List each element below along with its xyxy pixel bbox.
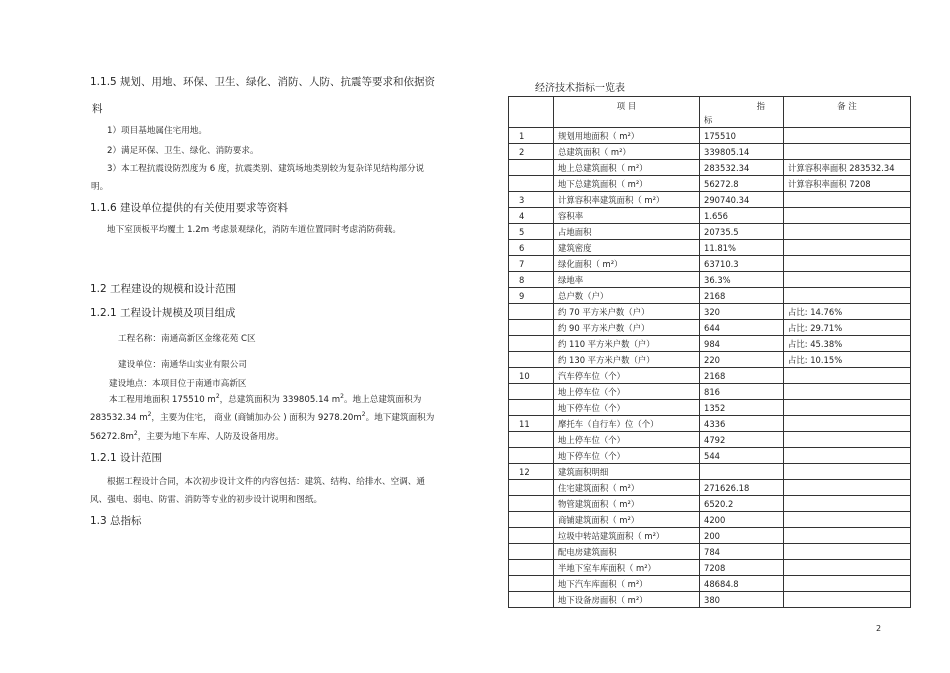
row-note — [784, 544, 911, 560]
row-value: 7208 — [700, 560, 784, 576]
row-item: 容积率 — [554, 208, 700, 224]
table-row — [509, 336, 911, 352]
table-row — [509, 192, 911, 208]
table-row — [509, 576, 911, 592]
section-1-1-5-title-cont: 料 — [92, 103, 103, 115]
row-value: 320 — [700, 304, 784, 320]
row-number — [509, 352, 554, 368]
row-value: 200 — [700, 528, 784, 544]
row-value: 644 — [700, 320, 784, 336]
row-note — [784, 464, 911, 480]
row-number — [509, 160, 554, 176]
table-header-row — [509, 97, 911, 128]
row-item: 占地面积 — [554, 224, 700, 240]
section-1-1-6-text: 地下室顶板平均覆土 1.2m 考虑景观绿化，消防车道位置同时考虑消防荷载。 — [107, 225, 401, 235]
row-item: 总建筑面积（ m²） — [554, 144, 700, 160]
row-item: 地下总建筑面积（ m²） — [554, 176, 700, 192]
row-item: 计算容积率建筑面积（ m²） — [554, 192, 700, 208]
table-row — [509, 320, 911, 336]
row-note — [784, 128, 911, 144]
requirement-item-1: 1）项目基地属住宅用地。 — [107, 126, 207, 136]
table-row — [509, 256, 911, 272]
row-value: 2168 — [700, 368, 784, 384]
table-row — [509, 288, 911, 304]
row-number — [509, 576, 554, 592]
area-line-2: 283532.34 $m^2$，主要为住宅， 商业 (商铺加办公 ) 面积为 $9278.20m^2$。地下建筑面积为 — [90, 411, 435, 423]
table-row — [509, 464, 911, 480]
table-row — [509, 592, 911, 608]
row-note — [784, 208, 911, 224]
row-value: 339805.14 — [700, 144, 784, 160]
row-item: 物管建筑面积（ m²） — [554, 496, 700, 512]
row-note — [784, 448, 911, 464]
row-number — [509, 448, 554, 464]
table-row — [509, 352, 911, 368]
row-number: 12 — [509, 464, 554, 480]
row-number — [509, 384, 554, 400]
row-number — [509, 432, 554, 448]
row-value: 4792 — [700, 432, 784, 448]
row-value: 290740.34 — [700, 192, 784, 208]
row-item: 建筑面积明细 — [554, 464, 700, 480]
section-1-1-5-title: 1.1.5 规划、用地、环保、卫生、绿化、消防、人防、抗震等要求和依据资 — [90, 76, 436, 88]
table-row — [509, 528, 911, 544]
row-value: 271626.18 — [700, 480, 784, 496]
table-row — [509, 512, 911, 528]
row-number — [509, 336, 554, 352]
row-note — [784, 512, 911, 528]
row-item: 绿地率 — [554, 272, 700, 288]
table-row — [509, 560, 911, 576]
row-value: 4200 — [700, 512, 784, 528]
row-number — [509, 528, 554, 544]
table-row — [509, 480, 911, 496]
row-note — [784, 592, 911, 608]
design-scope-line-2: 风、强电、弱电、防雷、消防等专业的初步设计说明和图纸。 — [90, 495, 323, 505]
table-row — [509, 400, 911, 416]
row-item: 约 90 平方米户数（户） — [554, 320, 700, 336]
row-number — [509, 400, 554, 416]
row-note — [784, 496, 911, 512]
row-number: 1 — [509, 128, 554, 144]
row-number: 7 — [509, 256, 554, 272]
row-item: 地下停车位（个） — [554, 448, 700, 464]
row-item: 总户数（户） — [554, 288, 700, 304]
row-item: 住宅建筑面积（ m²） — [554, 480, 700, 496]
table-row — [509, 448, 911, 464]
row-value: 220 — [700, 352, 784, 368]
requirement-item-3: 3）本工程抗震设防烈度为 6 度，抗震类别、建筑场地类别较为复杂详见结构部分说 — [107, 164, 425, 174]
row-value: 784 — [700, 544, 784, 560]
row-number: 5 — [509, 224, 554, 240]
table-row — [509, 272, 911, 288]
row-note — [784, 528, 911, 544]
row-note — [784, 400, 911, 416]
section-1-3-title: 1.3 总指标 — [90, 515, 142, 527]
row-value: 20735.5 — [700, 224, 784, 240]
row-number: 4 — [509, 208, 554, 224]
table-row — [509, 224, 911, 240]
row-number: 9 — [509, 288, 554, 304]
row-note — [784, 288, 911, 304]
table-title: 经济技术指标一览表 — [535, 83, 625, 94]
row-number: 3 — [509, 192, 554, 208]
table-row — [509, 544, 911, 560]
table-row — [509, 384, 911, 400]
row-item: 半地下室车库面积（ m²） — [554, 560, 700, 576]
row-number: 6 — [509, 240, 554, 256]
row-number: 10 — [509, 368, 554, 384]
table-body — [509, 97, 911, 608]
row-item: 地下汽车库面积（ m²） — [554, 576, 700, 592]
section-1-2-title: 1.2 工程建设的规模和设计范围 — [90, 283, 237, 295]
design-scope-line-1: 根据工程设计合同，本次初步设计文件的内容包括：建筑、结构、给排水、空调、通 — [107, 477, 425, 487]
row-value: 544 — [700, 448, 784, 464]
row-value: 816 — [700, 384, 784, 400]
row-note — [784, 560, 911, 576]
row-item: 约 70 平方米户数（户） — [554, 304, 700, 320]
row-item: 地上停车位（个） — [554, 432, 700, 448]
table-row — [509, 304, 911, 320]
table-row — [509, 432, 911, 448]
row-number — [509, 320, 554, 336]
row-note — [784, 224, 911, 240]
row-value: 6520.2 — [700, 496, 784, 512]
row-value: 2168 — [700, 288, 784, 304]
row-item: 地下设备房面积（ m²） — [554, 592, 700, 608]
row-note: 占比: 10.15% — [784, 352, 911, 368]
row-note: 计算容积率面积 7208 — [784, 176, 911, 192]
row-item: 配电房建筑面积 — [554, 544, 700, 560]
row-note — [784, 272, 911, 288]
row-note: 占比: 14.76% — [784, 304, 911, 320]
header-index: 指 标 — [700, 97, 784, 128]
row-number — [509, 176, 554, 192]
row-value: 380 — [700, 592, 784, 608]
row-note: 占比: 45.38% — [784, 336, 911, 352]
row-note — [784, 144, 911, 160]
header-note: 备 注 — [784, 97, 911, 128]
page-number: 2 — [876, 624, 882, 633]
row-item: 摩托车（自行车）位（个） — [554, 416, 700, 432]
row-note — [784, 480, 911, 496]
requirement-item-2: 2）满足环保、卫生、绿化、消防要求。 — [107, 146, 259, 156]
row-item: 汽车停车位（个） — [554, 368, 700, 384]
row-value — [700, 464, 784, 480]
header-no — [509, 97, 554, 128]
row-item: 约 130 平方米户数（户） — [554, 352, 700, 368]
row-item: 垃圾中转站建筑面积（ m²） — [554, 528, 700, 544]
row-value: 1352 — [700, 400, 784, 416]
row-note — [784, 256, 911, 272]
row-value: 56272.8 — [700, 176, 784, 192]
area-line-1: 本工程用地面积 175510 $m^2$，总建筑面积为 339805.14 $m^2$。地上总建筑面积为 — [109, 393, 422, 405]
row-note — [784, 416, 911, 432]
table-row — [509, 160, 911, 176]
row-value: 283532.34 — [700, 160, 784, 176]
header-item: 项 目 — [554, 97, 700, 128]
section-1-1-6-title: 1.1.6 建设单位提供的有关使用要求等资料 — [90, 202, 289, 214]
row-value: 63710.3 — [700, 256, 784, 272]
section-design-scope-title: 1.2.1 设计范围 — [90, 452, 163, 464]
row-note — [784, 432, 911, 448]
row-number — [509, 544, 554, 560]
table-row — [509, 208, 911, 224]
area-line-3: $56272.8m^2$，主要为地下车库、人防及设备用房。 — [90, 430, 284, 442]
row-number — [509, 512, 554, 528]
economic-indicators-table — [508, 96, 911, 608]
row-note: 占比: 29.71% — [784, 320, 911, 336]
requirement-item-3-cont: 明。 — [91, 182, 109, 192]
row-number: 11 — [509, 416, 554, 432]
table-row — [509, 368, 911, 384]
row-number: 8 — [509, 272, 554, 288]
row-value: 48684.8 — [700, 576, 784, 592]
row-note — [784, 240, 911, 256]
row-value: 11.81% — [700, 240, 784, 256]
row-item: 绿化面积（ m²） — [554, 256, 700, 272]
row-item: 地下停车位（个） — [554, 400, 700, 416]
table-row — [509, 144, 911, 160]
row-number: 2 — [509, 144, 554, 160]
row-item: 商铺建筑面积（ m²） — [554, 512, 700, 528]
table-row — [509, 176, 911, 192]
row-value: 4336 — [700, 416, 784, 432]
row-note — [784, 192, 911, 208]
row-number — [509, 592, 554, 608]
row-value: 36.3% — [700, 272, 784, 288]
row-item: 建筑密度 — [554, 240, 700, 256]
row-value: 175510 — [700, 128, 784, 144]
row-item: 约 110 平方米户数（户） — [554, 336, 700, 352]
row-item: 规划用地面积（ m²） — [554, 128, 700, 144]
section-1-2-1-title: 1.2.1 工程设计规模及项目组成 — [90, 307, 236, 319]
project-name: 工程名称：南通高新区金缘花苑 C区 — [118, 334, 256, 344]
row-number — [509, 480, 554, 496]
site-location: 建设地点：本项目位于南通市高新区 — [109, 379, 247, 389]
row-note: 计算容积率面积 283532.34 — [784, 160, 911, 176]
row-number — [509, 496, 554, 512]
table-row — [509, 240, 911, 256]
row-item: 地上停车位（个） — [554, 384, 700, 400]
table-row — [509, 416, 911, 432]
table-row — [509, 128, 911, 144]
row-value: 984 — [700, 336, 784, 352]
table-row — [509, 496, 911, 512]
row-note — [784, 368, 911, 384]
row-value: 1.656 — [700, 208, 784, 224]
row-note — [784, 576, 911, 592]
row-note — [784, 384, 911, 400]
builder-name: 建设单位：南通华山实业有限公司 — [118, 360, 247, 370]
row-number — [509, 560, 554, 576]
row-number — [509, 304, 554, 320]
row-item: 地上总建筑面积（ m²） — [554, 160, 700, 176]
